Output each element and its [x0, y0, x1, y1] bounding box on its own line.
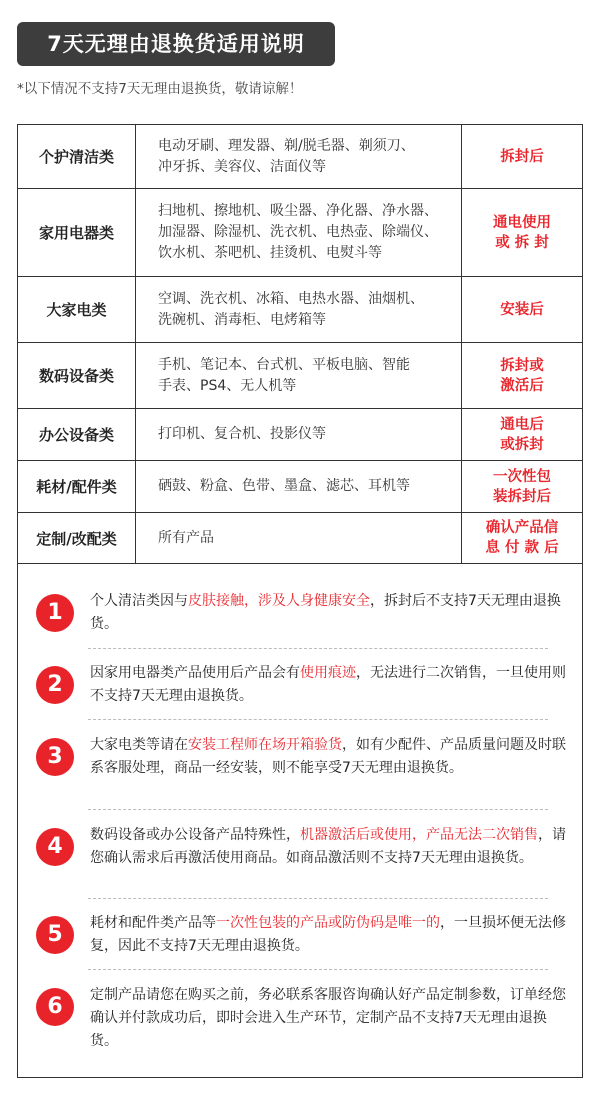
table-row — [18, 277, 582, 343]
category-cell: 大家电类 — [18, 277, 136, 342]
note-text — [90, 824, 568, 870]
table-row — [18, 125, 582, 189]
condition-cell — [462, 461, 582, 512]
table-row — [18, 513, 582, 563]
condition-line: 息 付 款 后 — [485, 540, 559, 556]
note-text — [90, 912, 568, 958]
note-number-badge: 2 — [36, 666, 74, 704]
category-cell: 家用电器类 — [18, 189, 136, 276]
condition-line: 确认产品信 — [485, 520, 559, 536]
items-cell — [136, 409, 462, 460]
notice-text: *以下情况不支持7天无理由退换货，敬请谅解！ — [17, 81, 303, 97]
note-text — [90, 734, 568, 780]
page-title: 7天无理由退换货适用说明 — [17, 22, 335, 66]
category-cell: 耗材/配件类 — [18, 461, 136, 512]
condition-line: 或 拆 封 — [495, 234, 549, 251]
category-cell: 办公设备类 — [18, 409, 136, 460]
note-highlight: 机器激活后或使用，产品无法二次销售 — [300, 827, 538, 843]
items-line: 冲牙拆、美容仪、洁面仪等 — [158, 158, 326, 175]
note-highlight: 安装工程师在场开箱验货 — [188, 737, 342, 753]
note-highlight: 一次性包装的产品或防伪码是唯一的 — [216, 915, 440, 931]
items-line: 空调、洗衣机、冰箱、电热水器、油烟机、 — [158, 290, 424, 307]
note-number-badge: 4 — [36, 828, 74, 866]
table-row — [18, 409, 582, 461]
note-number-badge: 1 — [36, 594, 74, 632]
note-text — [90, 590, 568, 636]
note-segment: ，请您确认需求后再激活使用商品。如商品激活则不支持7天无理由退换货。 — [90, 827, 566, 866]
note-segment: 耗材和配件类产品等 — [90, 915, 216, 931]
condition-line: 通电使用 — [493, 214, 551, 231]
items-line: 手表、PS4、无人机等 — [158, 377, 297, 394]
items-line: 扫地机、擦地机、吸尘器、净化器、净水器、 — [158, 203, 438, 219]
items-cell — [136, 461, 462, 512]
note-segment: 个人清洁类因与 — [90, 593, 188, 609]
condition-cell — [462, 189, 582, 276]
category-cell: 个护清洁类 — [18, 125, 136, 188]
note-divider — [88, 648, 548, 649]
condition-line: 拆封或 — [500, 357, 544, 374]
items-line: 饮水机、茶吧机、挂烫机、电熨斗等 — [158, 245, 382, 261]
condition-line: 安装后 — [500, 301, 544, 318]
condition-line: 一次性包 — [493, 468, 551, 485]
note-number-badge: 5 — [36, 916, 74, 954]
condition-line: 或拆封 — [500, 436, 544, 453]
note-highlight: 使用痕迹 — [300, 665, 356, 681]
items-cell — [136, 513, 462, 563]
note-segment: ，一旦损坏便无法修复，因此不支持7天无理由退换货。 — [90, 915, 566, 954]
items-cell — [136, 189, 462, 276]
condition-line: 通电后 — [500, 416, 544, 433]
condition-cell — [462, 125, 582, 188]
table-row — [18, 343, 582, 409]
condition-cell — [462, 409, 582, 460]
table-row — [18, 189, 582, 277]
condition-line: 激活后 — [500, 377, 544, 394]
note-text — [90, 984, 568, 1053]
items-line: 手机、笔记本、台式机、平板电脑、智能 — [158, 356, 410, 373]
items-cell — [136, 343, 462, 408]
note-segment: 定制产品请您在购买之前，务必联系客服咨询确认好产品定制参数，订单经您确认并付款成功后，即时会进入生产环节，定制产品不支持7天无理由退换货。 — [90, 987, 566, 1049]
note-number-badge: 3 — [36, 738, 74, 776]
note-divider — [88, 809, 548, 810]
condition-line: 装拆封后 — [493, 488, 551, 505]
note-text — [90, 662, 568, 708]
note-segment: ，如有少配件、产品质量问题及时联系客服处理，商品一经安装，则不能享受7天无理由退换货。 — [90, 737, 566, 776]
condition-line: 拆封后 — [500, 148, 544, 165]
items-cell — [136, 125, 462, 188]
note-segment: ，无法进行二次销售，一旦使用则不支持7天无理由退换货。 — [90, 665, 566, 704]
notes-section — [17, 562, 583, 1078]
note-number-badge: 6 — [36, 988, 74, 1026]
note-divider — [88, 969, 548, 970]
table-row — [18, 461, 582, 513]
note-segment: 大家电类等请在 — [90, 737, 188, 753]
note-segment: 因家用电器类产品使用后产品会有 — [90, 665, 300, 681]
category-cell: 定制/改配类 — [18, 513, 136, 563]
items-line: 打印机、复合机、投影仪等 — [158, 426, 326, 442]
condition-cell — [462, 343, 582, 408]
note-divider — [88, 898, 548, 899]
category-cell: 数码设备类 — [18, 343, 136, 408]
condition-cell — [462, 513, 582, 563]
items-line: 加湿器、除湿机、洗衣机、电热壶、除端仪、 — [158, 224, 438, 240]
note-divider — [88, 719, 548, 720]
items-line: 电动牙刷、理发器、剃/脱毛器、剃须刀、 — [158, 137, 415, 154]
items-cell — [136, 277, 462, 342]
condition-cell — [462, 277, 582, 342]
items-line: 所有产品 — [158, 529, 214, 546]
items-line: 硒鼓、粉盒、色带、墨盒、滤芯、耳机等 — [158, 478, 410, 494]
items-line: 洗碗机、消毒柜、电烤箱等 — [158, 311, 326, 328]
note-segment: ，拆封后不支持7天无理由退换货。 — [90, 593, 561, 632]
note-segment: 数码设备或办公设备产品特殊性， — [90, 827, 300, 843]
note-highlight: 皮肤接触，涉及人身健康安全 — [188, 593, 370, 609]
category-table — [17, 124, 583, 564]
